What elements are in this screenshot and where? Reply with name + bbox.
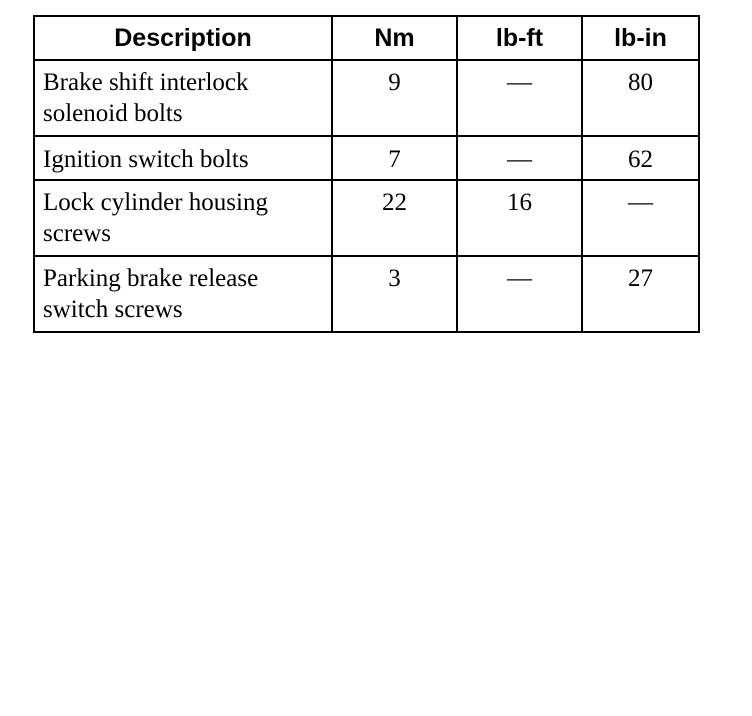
cell-nm: 7: [332, 136, 457, 180]
torque-spec-table: [33, 15, 700, 333]
header-description: Description: [34, 16, 332, 60]
cell-nm: 22: [332, 180, 457, 256]
cell-lb-in: 27: [582, 256, 699, 332]
table-body: [34, 60, 699, 332]
table-row: [34, 180, 699, 256]
table-row: [34, 60, 699, 136]
header-nm: Nm: [332, 16, 457, 60]
cell-lb-in: 62: [582, 136, 699, 180]
cell-lb-ft: —: [457, 256, 582, 332]
header-lb-ft: lb-ft: [457, 16, 582, 60]
table-row: [34, 136, 699, 180]
cell-description: Ignition switch bolts: [34, 136, 332, 180]
table-row: [34, 256, 699, 332]
header-lb-in: lb-in: [582, 16, 699, 60]
cell-lb-in: 80: [582, 60, 699, 136]
cell-lb-ft: —: [457, 136, 582, 180]
cell-lb-ft: —: [457, 60, 582, 136]
cell-nm: 3: [332, 256, 457, 332]
cell-description: Parking brake release switch screws: [34, 256, 332, 332]
header-row: [34, 16, 699, 60]
cell-lb-ft: 16: [457, 180, 582, 256]
cell-nm: 9: [332, 60, 457, 136]
table-header: [34, 16, 699, 60]
cell-description: Brake shift interlock solenoid bolts: [34, 60, 332, 136]
cell-lb-in: —: [582, 180, 699, 256]
cell-description: Lock cylinder housing screws: [34, 180, 332, 256]
